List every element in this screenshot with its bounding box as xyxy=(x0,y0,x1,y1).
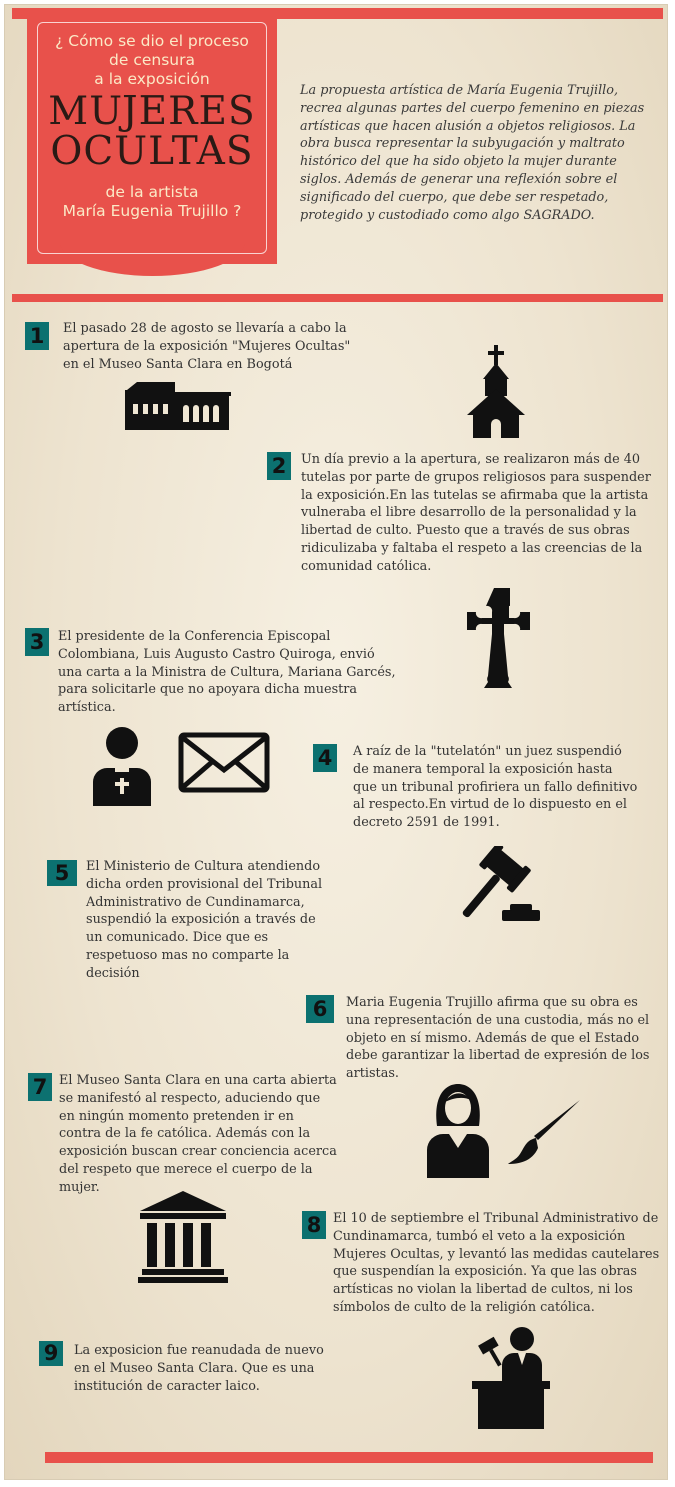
judge-icon xyxy=(470,1325,552,1429)
intro-paragraph: La propuesta artística de María Eugenia Trujillo, recrea algunas partes del cuerpo femenino en piezas artísticas que hacen alusión a objetos religiosos. La obra busca representar la subyugación y maltrato histórico del que ha sido objeto la mujer durante siglos. Además de generar una reflexión sobre el significado del cuerpo, que debe ser respetado, protegido y custodiado como algo SAGRADO. xyxy=(300,83,645,223)
gavel-icon xyxy=(452,846,544,922)
museum-building-icon xyxy=(123,382,231,432)
step-text-9: La exposicion fue reanudada de nuevo en el Museo Santa Clara. Que es una institución de caracter laico. xyxy=(74,1343,324,1394)
step-number-2: 2 xyxy=(267,452,291,480)
bottom-bar xyxy=(45,1452,653,1463)
courthouse-icon xyxy=(138,1191,228,1283)
step-number-9: 9 xyxy=(39,1341,63,1366)
step-text-4: A raíz de la "tutelatón" un juez suspendió de manera temporal la exposición hasta que un tribunal profiriera un fallo definitivo al respecto.En virtud de lo dispuesto en el decreto 2591 de 1991. xyxy=(353,744,638,831)
exhibition-title: MUJERES OCULTAS xyxy=(48,89,256,174)
church-icon xyxy=(467,345,527,438)
banner-artist: de la artista María Eugenia Trujillo ? xyxy=(62,183,242,220)
step-text-3: El presidente de la Conferencia Episcopal Colombiana, Luis Augusto Castro Quiroga, envió una carta a la Ministra de Cultura, Mariana Garcés, para solicitarle que no apoyara dicha muestra artística. xyxy=(58,629,396,716)
step-text-1: El pasado 28 de agosto se llevaría a cabo la apertura de la exposición "Mujeres Ocultas" en el Museo Santa Clara en Bogotá xyxy=(63,321,351,372)
step-text-8: El 10 de septiembre el Tribunal Administrativo de Cundinamarca, tumbó el veto a la exposición Mujeres Ocultas, y levantó las medidas cautelares que suspendían la exposición. Ya que las obras artísticas no violan la libertad de cultos, ni los símbolos de culto de la religión católica. xyxy=(333,1211,660,1315)
paintbrush-icon xyxy=(508,1098,582,1166)
banner-question: ¿ Cómo se dio el proceso de censura a la exposición xyxy=(55,32,249,88)
step-text-7: El Museo Santa Clara en una carta abierta se manifestó al respecto, aduciendo que en ningún momento pretenden ir en contra de la fe católica. Además con la exposición buscan crear conciencia acerca del respeto que merece el cuerpo de la mujer. xyxy=(59,1073,337,1195)
step-number-8: 8 xyxy=(302,1211,326,1239)
step-text-2: Un día previo a la apertura, se realizaron más de 40 tutelas por parte de grupos religiosos para suspender la exposición.En las tutelas se afirmaba que la artista vulneraba el libre desarrollo de la personalidad y la libertad de culto. Puesto que a través de sus obras ridiculizaba y faltaba el respeto a las creencias de la comunidad católica. xyxy=(301,452,651,574)
step-number-3: 3 xyxy=(25,628,49,656)
priest-icon xyxy=(91,726,153,806)
step-number-4: 4 xyxy=(313,744,337,772)
cross-icon xyxy=(467,588,537,688)
step-number-5: 5 xyxy=(47,860,77,886)
step-number-7: 7 xyxy=(28,1073,52,1101)
step-text-5: El Ministerio de Cultura atendiendo dicha orden provisional del Tribunal Administrativo de Cundinamarca, suspendió la exposición a través de un comunicado. Dice que es respetuoso mas no comparte la decisión xyxy=(86,859,323,981)
step-number-1: 1 xyxy=(25,322,49,350)
envelope-icon xyxy=(178,732,270,793)
woman-icon xyxy=(427,1082,489,1178)
step-text-6: Maria Eugenia Trujillo afirma que su obra es una representación de una custodia, más no el objeto en sí mismo. Además de que el Estado debe garantizar la libertad de expresión de los artistas. xyxy=(346,995,650,1082)
separator-bar xyxy=(12,294,663,302)
step-number-6: 6 xyxy=(306,995,334,1023)
